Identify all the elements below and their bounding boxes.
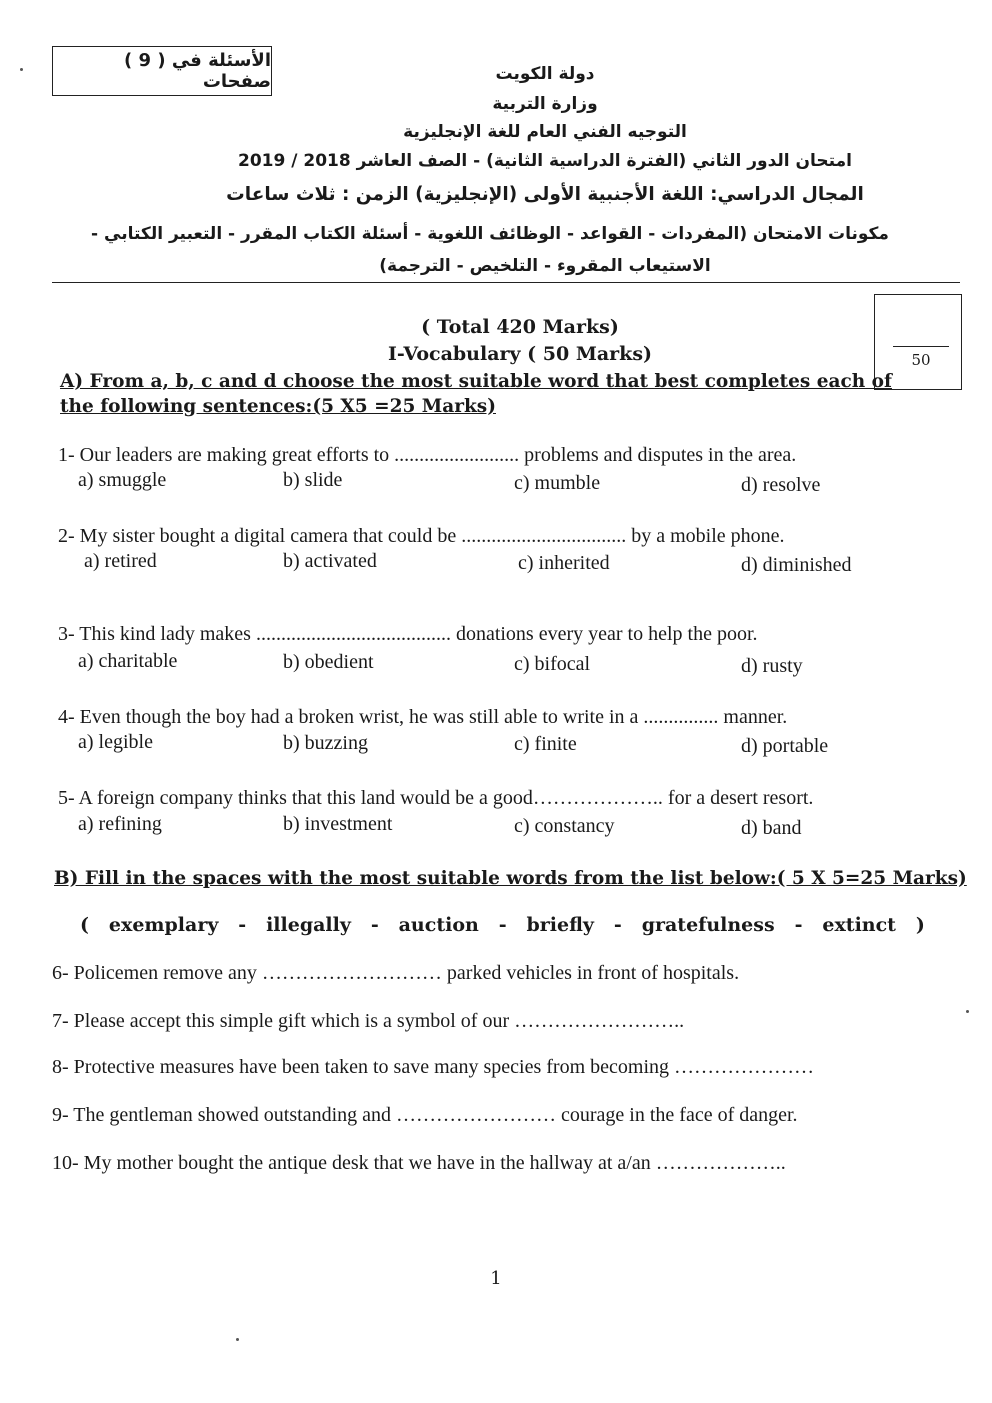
q5-option-c: c) constancy [514, 815, 615, 837]
sentence-6: 6- Policemen remove any ……………………… parked vehicles in front of hospitals. [52, 962, 740, 984]
pages-note: الأسئلة في ( 9 ) صفحات [124, 50, 271, 92]
word-illegally: illegally [266, 914, 351, 936]
word-gratefulness: gratefulness [641, 914, 775, 936]
q2-option-c: c) inherited [518, 552, 610, 574]
scan-speck [20, 68, 23, 71]
header-divider [52, 282, 960, 283]
header-components-line1: مكونات الامتحان (المفردات - القواعد - الوظائف اللغوية - أسئلة الكتاب المقرر - التعبير الكتابي - [91, 224, 889, 244]
word-extinct: extinct [822, 914, 896, 936]
header-ministry: وزارة التربية [492, 94, 598, 114]
q5-option-d: d) band [741, 817, 802, 839]
sentence-10: 10- My mother bought the antique desk that we have in the hallway at a/an ……………….. [52, 1152, 786, 1174]
part-a-instruction-line1: A) From a, b, c and d choose the most suitable word that best completes each of [60, 371, 892, 392]
section-mark-value: 50 [911, 351, 931, 369]
q2-option-b: b) activated [283, 550, 377, 572]
question-4: 4- Even though the boy had a broken wrist, he was still able to write in a ............... manner. [58, 706, 788, 728]
header-exam-title: امتحان الدور الثاني (الفترة الدراسية الثانية) - الصف العاشر 2018 / 2019 [238, 151, 852, 171]
header-components-line2: الاستيعاب المقروء - التلخيص - الترجمة) [379, 256, 711, 276]
scan-speck [966, 1010, 969, 1013]
scan-speck [236, 1338, 239, 1341]
section-title: I-Vocabulary ( 50 Marks) [387, 343, 653, 365]
question-3: 3- This kind lady makes ....................................... donations every year to help the poor. [58, 623, 758, 645]
header-state: دولة الكويت [495, 64, 595, 84]
q1-option-c: c) mumble [514, 472, 601, 494]
word-list-close-paren: ) [915, 914, 925, 936]
sentence-7: 7- Please accept this simple gift which is a symbol of our …………………….. [52, 1010, 685, 1032]
word-separator: - [613, 914, 622, 936]
q5-option-a: a) refining [78, 813, 162, 835]
total-marks: ( Total 420 Marks) [421, 316, 619, 338]
word-separator: - [238, 914, 247, 936]
q2-option-d: d) diminished [741, 554, 852, 576]
q4-option-b: b) buzzing [283, 732, 368, 754]
word-separator: - [794, 914, 803, 936]
q3-option-c: c) bifocal [514, 653, 591, 675]
sentence-9: 9- The gentleman showed outstanding and …………………… courage in the face of danger. [52, 1104, 798, 1126]
header-department: التوجيه الفني العام للغة الإنجليزية [403, 122, 687, 142]
word-list-open-paren: ( [80, 914, 89, 936]
word-exemplary: exemplary [108, 914, 219, 936]
question-1: 1- Our leaders are making great efforts to ......................... problems and disputes in the area. [58, 444, 797, 466]
q1-option-d: d) resolve [741, 474, 821, 496]
question-2: 2- My sister bought a digital camera that could be ................................. by a mobile phone. [58, 525, 785, 547]
q3-option-a: a) charitable [78, 650, 178, 672]
q4-option-d: d) portable [741, 735, 829, 757]
word-briefly: briefly [526, 914, 594, 936]
q5-option-b: b) investment [283, 813, 393, 835]
q1-option-b: b) slide [283, 469, 343, 491]
q2-option-a: a) retired [84, 550, 157, 572]
q1-option-a: a) smuggle [78, 469, 167, 491]
header-subject-time: المجال الدراسي: اللغة الأجنبية الأولى (الإنجليزية) الزمن : ثلاث ساعات [226, 184, 864, 205]
part-b-instruction: B) Fill in the spaces with the most suitable words from the list below:( 5 X 5=25 Marks) [54, 868, 967, 889]
page-number: 1 [490, 1268, 502, 1289]
word-separator: - [370, 914, 379, 936]
part-a-instruction-line2: the following sentences:(5 X5 =25 Marks) [60, 396, 496, 417]
q3-option-d: d) rusty [741, 655, 803, 677]
sentence-8: 8- Protective measures have been taken to save many species from becoming ………………… [52, 1056, 815, 1078]
word-separator: - [498, 914, 507, 936]
q4-option-c: c) finite [514, 733, 577, 755]
q4-option-a: a) legible [78, 731, 153, 753]
section-mark-line [893, 346, 949, 347]
q3-option-b: b) obedient [283, 651, 374, 673]
word-auction: auction [398, 914, 479, 936]
question-5: 5- A foreign company thinks that this land would be a good……………….. for a desert resort. [58, 787, 814, 809]
word-list [80, 914, 925, 936]
